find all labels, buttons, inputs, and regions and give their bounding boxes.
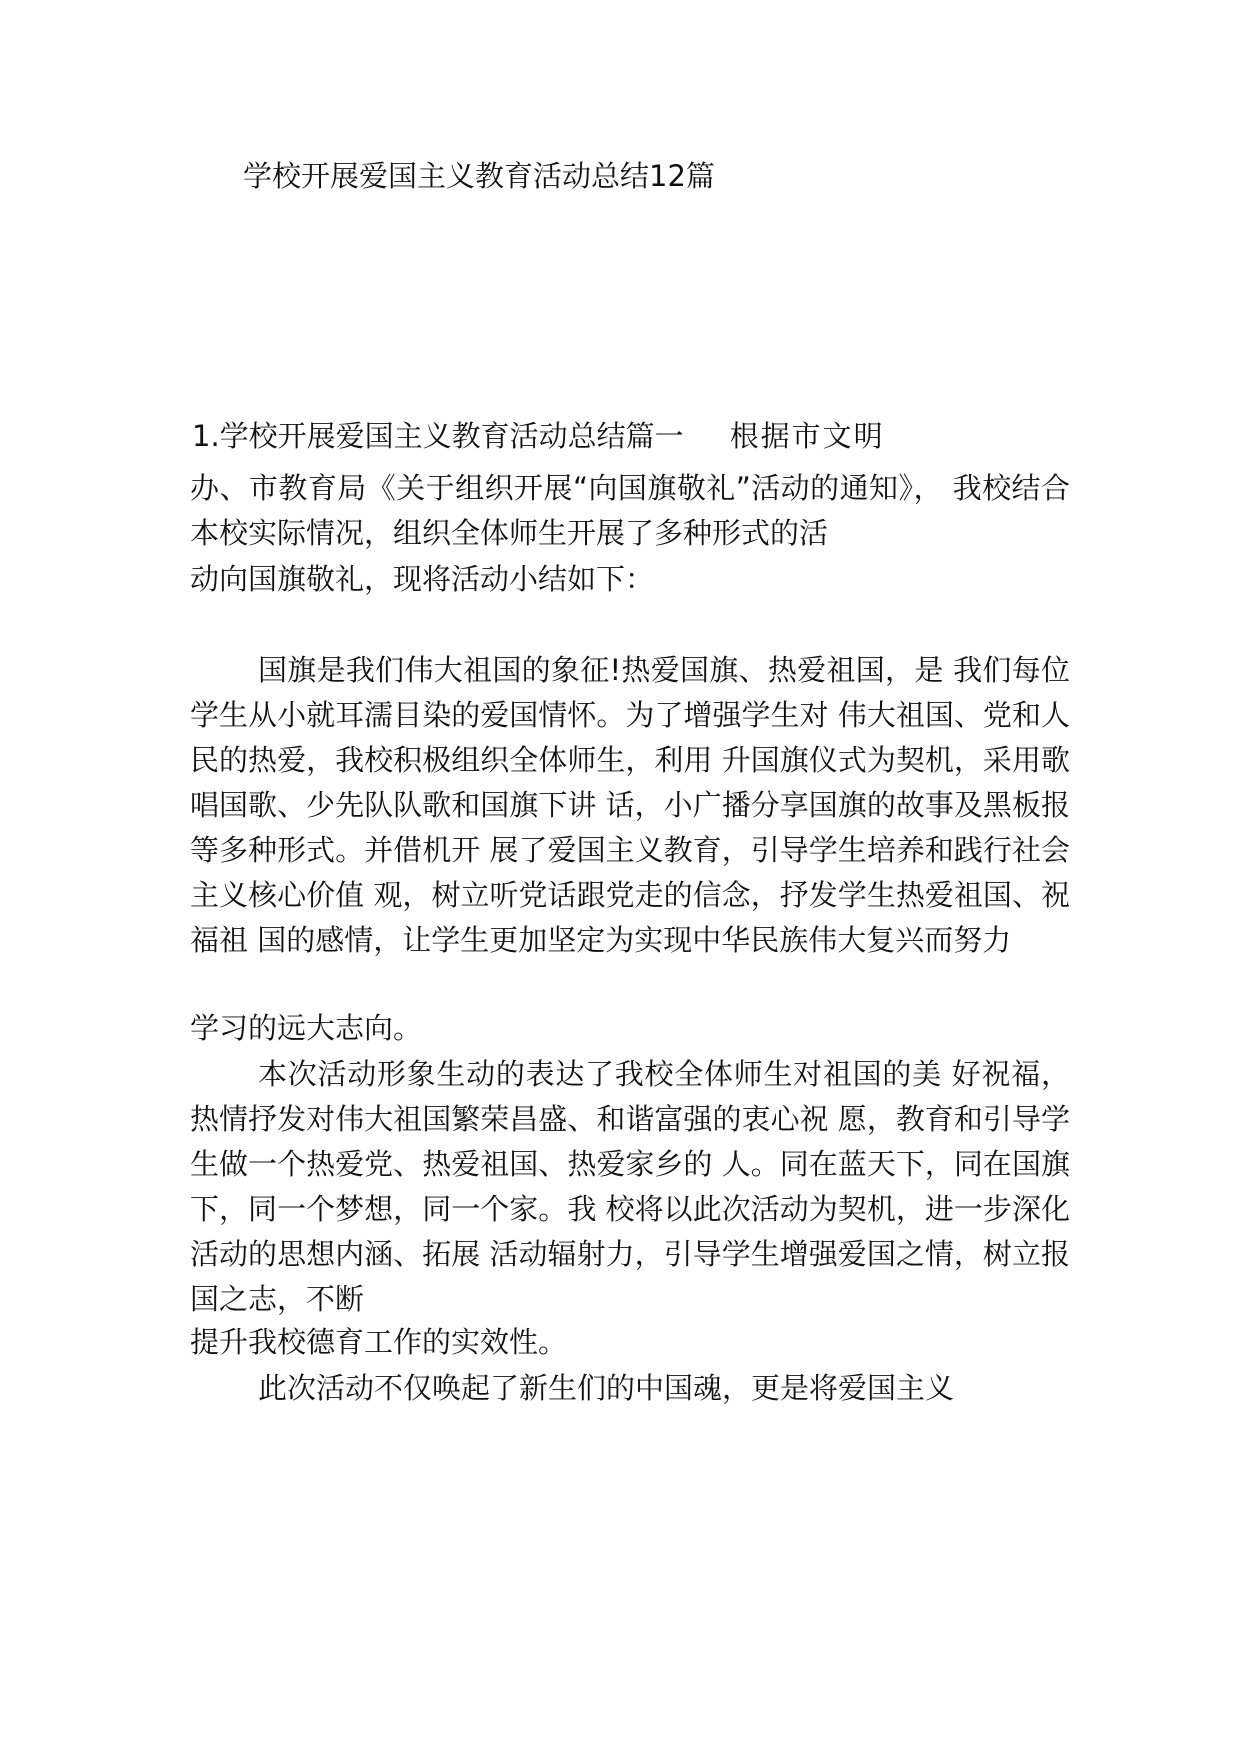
document-title: 学校开展爱国主义教育活动总结12篇 — [243, 159, 715, 193]
paragraph-activity: 本次活动形象生动的表达了我校全体师生对祖国的美 好祝福，热情抒发对伟大祖国繁荣昌盛、和谐富强的衷心祝 愿，教育和引导学生做一个热爱党、热爱祖国、热爱家乡的 人。同在蓝天下，同在国旗下，同一个梦想，同一个家。我 校将以此次活动为契机，进一步深化活动的思想内涵、拓展 活动辐射力，引导学生增强爱国之情，树立报国之志，不断 — [190, 1057, 1070, 1316]
paragraph-intro: 办、市教育局《关于组织开展“向国旗敬礼”活动的通知》， 我校结合本校实际情况，组织全体师生开展了多种形式的活 — [190, 471, 1070, 550]
section-heading-tail: 根据市文明 — [729, 419, 885, 453]
paragraph-activity-end: 提升我校德育工作的实效性。 — [190, 1325, 568, 1359]
paragraph-flag-end: 学习的远大志向。 — [190, 1011, 423, 1045]
section-heading — [192, 416, 885, 456]
paragraph-closing: 此次活动不仅唤起了新生们的中国魂，更是将爱国主义 — [258, 1371, 955, 1405]
section-heading-lead: 1.学校开展爱国主义教育活动总结篇一 — [192, 419, 684, 453]
paragraph-intro-end: 动向国旗敬礼，现将活动小结如下： — [190, 562, 655, 596]
paragraph-flag: 国旗是我们伟大祖国的象征!热爱国旗、热爱祖国，是 我们每位学生从小就耳濡目染的爱国情怀。为了增强学生对 伟大祖国、党和人民的热爱，我校积极组织全体师生，利用 升国旗仪式为契机，采用歌唱国歌、少先队队歌和国旗下讲 话，小广播分享国旗的故事及黑板报等多种形式。并借机开 展了爱国主义教育，引导学生培养和践行社会主义核心价值 观，树立听党话跟党走的信念，抒发学生热爱祖国、祝福祖 国的感情，让学生更加坚定为实现中华民族伟大复兴而努力 — [190, 653, 1070, 957]
